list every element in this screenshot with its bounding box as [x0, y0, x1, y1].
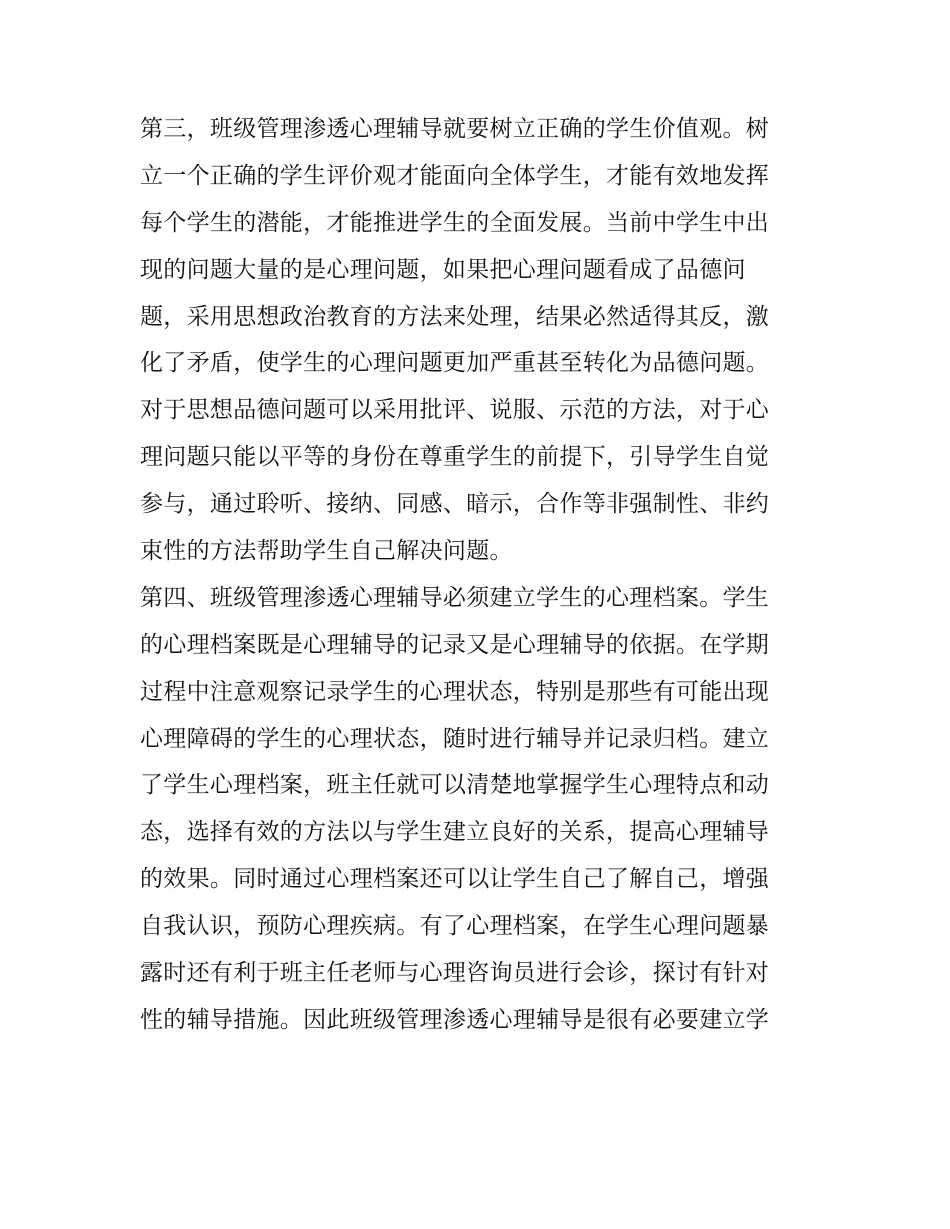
body-text	[140, 106, 820, 1044]
text-line: 性的辅导措施。因此班级管理渗透心理辅导是很有必要建立学	[140, 1006, 770, 1033]
text-line: 立一个正确的学生评价观才能面向全体学生，才能有效地发挥	[140, 162, 770, 189]
text-line: 心理障碍的学生的心理状态，随时进行辅导并记录归档。建立	[140, 725, 770, 752]
text-line: 现的问题大量的是心理问题，如果把心理问题看成了品德问	[140, 256, 746, 283]
text-line: 自我认识，预防心理疾病。有了心理档案，在学生心理问题暴	[140, 913, 770, 940]
text-line: 过程中注意观察记录学生的心理状态，特别是那些有可能出现	[140, 678, 770, 705]
text-line: 束性的方法帮助学生自己解决问题。	[140, 538, 513, 565]
text-line: 的心理档案既是心理辅导的记录又是心理辅导的依据。在学期	[140, 631, 770, 658]
text-line: 态，选择有效的方法以与学生建立良好的关系，提高心理辅导	[140, 819, 770, 846]
text-line: 对于思想品德问题可以采用批评、说服、示范的方法，对于心	[140, 397, 770, 424]
text-line: 题，采用思想政治教育的方法来处理，结果必然适得其反，激	[140, 303, 770, 330]
text-line: 的效果。同时通过心理档案还可以让学生自己了解自己，增强	[140, 866, 770, 893]
text-line: 第四、班级管理渗透心理辅导必须建立学生的心理档案。学生	[140, 584, 770, 611]
text-line: 化了矛盾，使学生的心理问题更加严重甚至转化为品德问题。	[140, 350, 770, 377]
text-line: 了学生心理档案，班主任就可以清楚地掌握学生心理特点和动	[140, 772, 770, 799]
text-line: 露时还有利于班主任老师与心理咨询员进行会诊，探讨有针对	[140, 960, 770, 987]
text-line: 第三，班级管理渗透心理辅导就要树立正确的学生价值观。树	[140, 116, 770, 142]
text-line: 理问题只能以平等的身份在尊重学生的前提下，引导学生自觉	[140, 444, 770, 471]
text-line: 参与，通过聆听、接纳、同感、暗示，合作等非强制性、非约	[140, 491, 770, 518]
text-line: 每个学生的潜能，才能推进学生的全面发展。当前中学生中出	[140, 209, 770, 236]
